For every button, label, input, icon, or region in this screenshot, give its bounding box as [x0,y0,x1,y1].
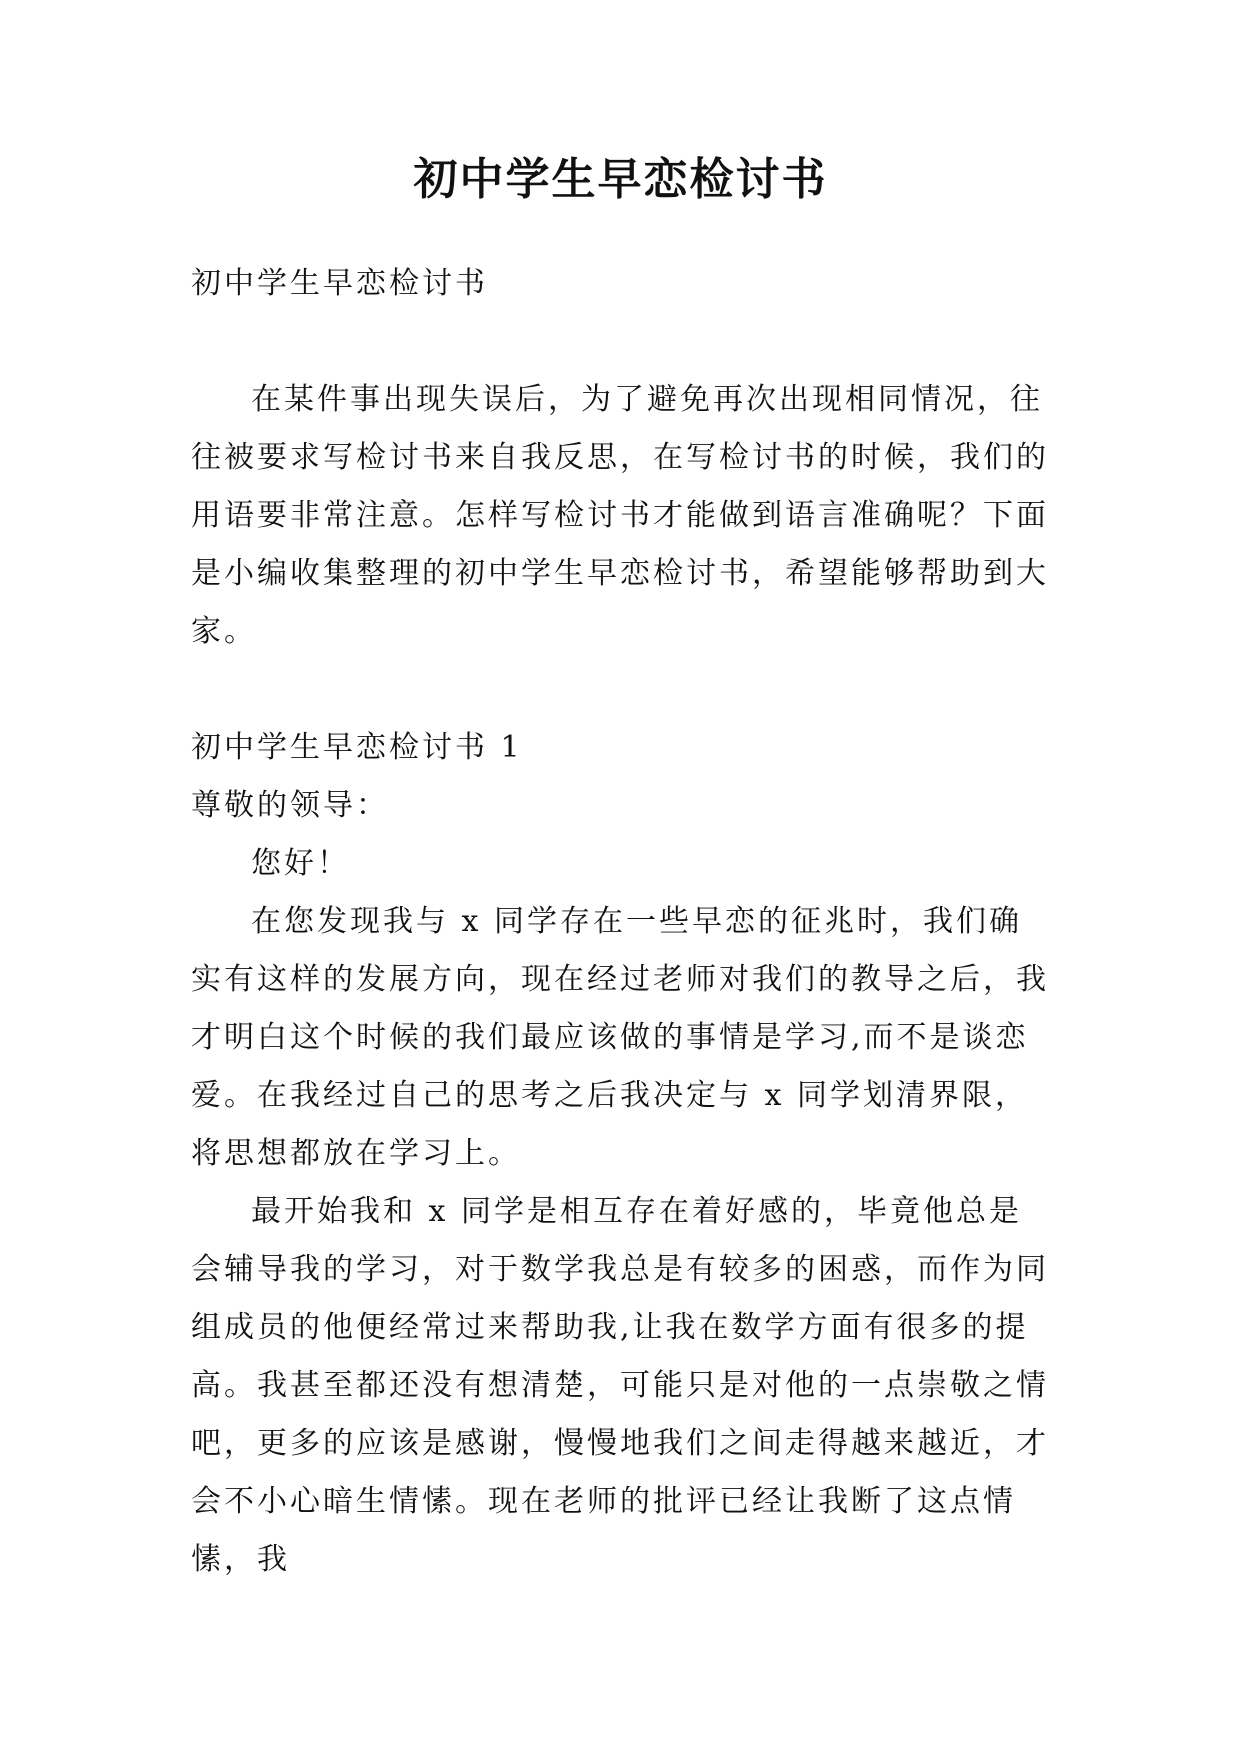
blank-line [191,661,1051,719]
document-subtitle: 初中学生早恋检讨书 [191,266,488,301]
body-paragraph: 最开始我和 x 同学是相互存在着好感的，毕竟他总是会辅导我的学习，对于数学我总是有较多的困惑，而作为同组成员的他便经常过来帮助我,让我在数学方面有很多的提高。我甚至都还没有想清楚，可能只是对他的一点崇敬之情吧，更多的应该是感谢，慢慢地我们之间走得越来越近，才会不小心暗生情愫。现在老师的批评已经让我断了这点情愫，我 [191,1194,1049,1577]
document-body [191,255,1051,1589]
blank-line [191,313,1051,371]
salutation: 尊敬的领导： [191,788,389,823]
document-title: 初中学生早恋检讨书 [413,154,828,205]
greeting: 您好！ [251,846,350,881]
body-paragraph: 在您发现我与 x 同学存在一些早恋的征兆时，我们确实有这样的发展方向，现在经过老师对我们的教导之后，我才明白这个时候的我们最应该做的事情是学习,而不是谈恋爱。在我经过自己的思考之后我决定与 x 同学划清界限，将思想都放在学习上。 [191,904,1049,1171]
section-heading: 初中学生早恋检讨书 1 [191,730,523,765]
intro-paragraph: 在某件事出现失误后，为了避免再次出现相同情况，往往被要求写检讨书来自我反思，在写检讨书的时候，我们的用语要非常注意。怎样写检讨书才能做到语言准确呢？下面是小编收集整理的初中学生早恋检讨书，希望能够帮助到大家。 [191,382,1049,649]
